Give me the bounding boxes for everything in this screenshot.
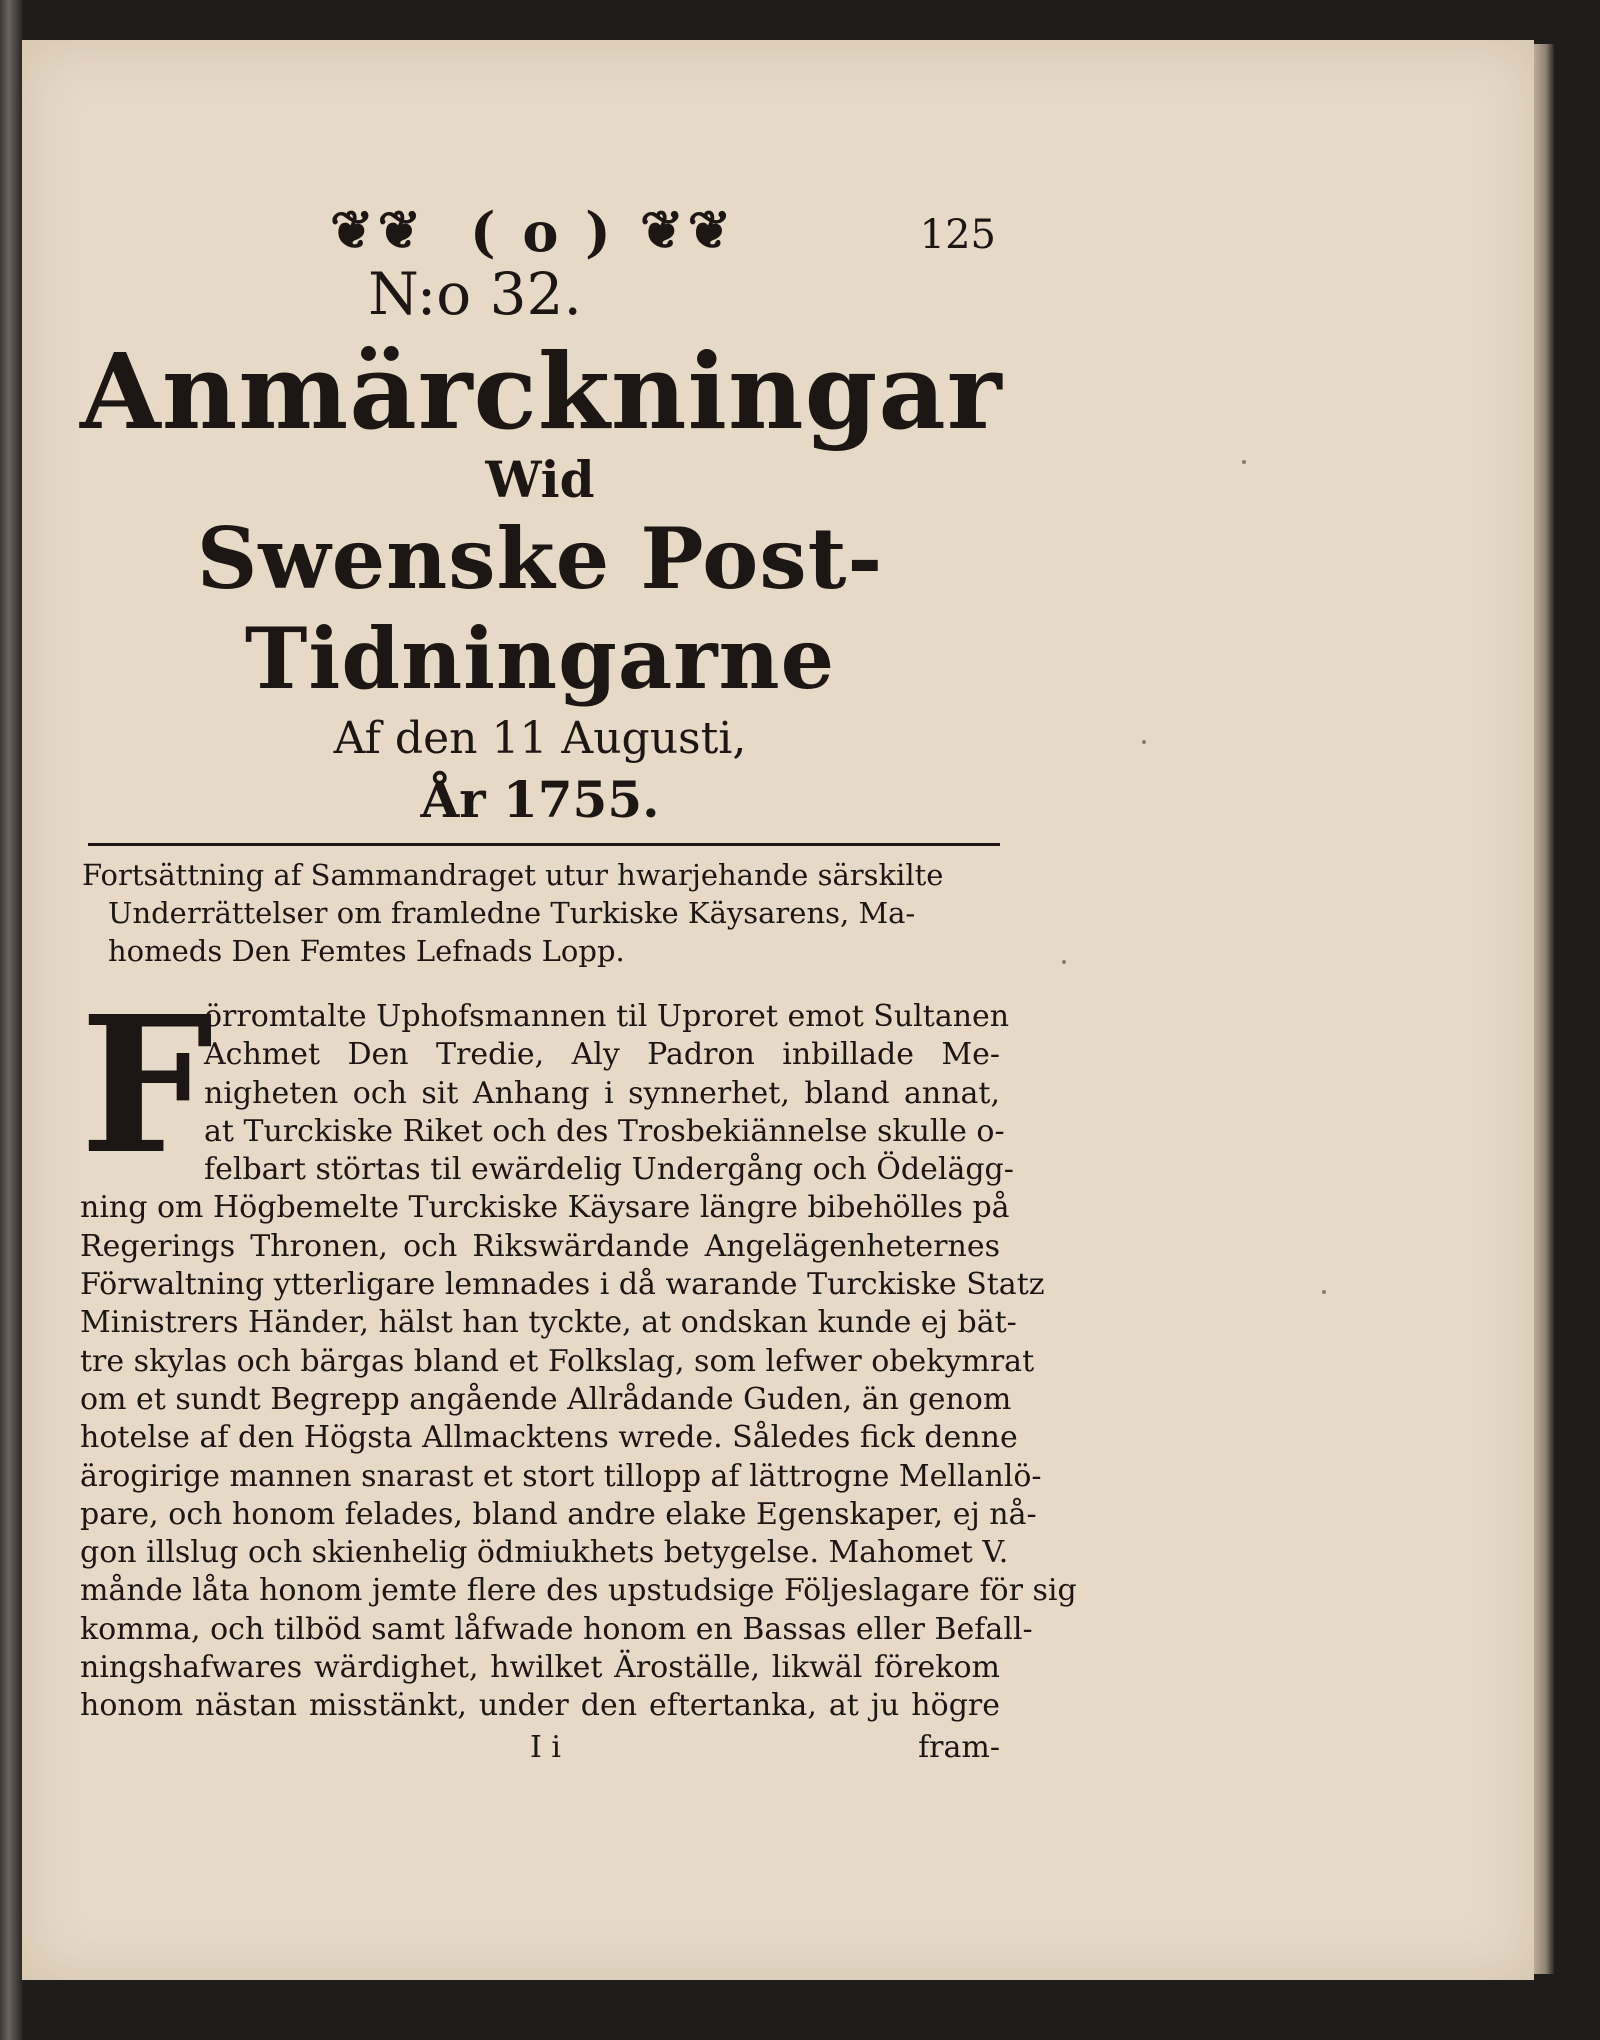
ornament-right-icon: ❦❦ [640,200,736,261]
body-line: ningshafwares wärdighet, hwilket Äroställe, likwäl förekom [80,1650,1000,1686]
sub-title: Swenske Post-Tidningarne [196,509,884,708]
article-summary [80,856,1000,970]
text-column [80,160,1077,1770]
body-line: om et sundt Begrepp angående Allrådande Guden, än genom [80,1381,1012,1417]
paper-speck [1242,460,1246,464]
body-line: at Turckiske Riket och des Trosbekiännelse skulle o- [204,1113,1005,1149]
page [22,40,1534,1980]
signature-mark: I i [530,1729,561,1765]
body-line: komma, och tilböd samt låfwade honom en Bassas eller Befall- [80,1611,1033,1647]
body-line: Förwaltning ytterligare lemnades i då warande Turckiske Statz [80,1267,1045,1303]
body-line: honom nästan misstänkt, under den eftertanka, at ju högre [80,1688,1000,1724]
body-line: Regerings Thronen, och Rikswärdande Angelägenheternes [80,1228,1000,1264]
body-line: pare, och honom felades, bland andre elake Egenskaper, ej nå- [80,1496,1037,1532]
book-binding [0,0,22,2040]
body-line: Ministrers Händer, hälst han tyckte, at ondskan kunde ej bät- [80,1305,1017,1341]
ornament-center: ( o ) [470,200,615,264]
blank-margin [1022,40,1534,1980]
page-edge [1534,44,1554,1974]
body-line: felbart störtas til ewärdelig Undergång och Ödelägg- [204,1152,1014,1188]
issue-number: N:o 32. [368,260,582,328]
page-number: 125 [919,212,996,258]
body-text [80,975,1077,1726]
title-wid: Wid [485,450,595,509]
paper-speck [1142,740,1146,744]
catchword: fram- [918,1729,1000,1765]
footer-row [80,1730,1000,1770]
divider-rule [88,843,1000,846]
folio-row [80,160,1000,264]
body-line: nigheten och sit Anhang i synnerhet, bland annat, [204,1075,1000,1111]
body-line: hotelse af den Högsta Allmacktens wrede. Således fick denne [80,1420,1018,1456]
body-line: Achmet Den Tredie, Aly Padron inbillade Me- [204,1037,1000,1073]
drop-cap: F [80,975,214,1196]
body-line: månde låta honom jemte flere des upstudsige Följeslagare för sig [80,1573,1077,1609]
summary-line: Fortsättning af Sammandraget utur hwarjehande särskilte [82,858,944,892]
body-line: gon illslug och skienhelig ödmiukhets betygelse. Mahomet V. [80,1535,1009,1571]
body-line: ärogirige mannen snarast et stort tillopp af lättrogne Mellanlö- [80,1458,1042,1494]
year-line: År 1755. [420,770,660,829]
main-title: Anmärckningar [80,330,1003,453]
paper-speck [1062,960,1066,964]
body-line: örromtalte Uphofsmannen til Uproret emot Sultanen [204,999,1010,1034]
body-line: tre skylas och bärgas bland et Folkslag, som lefwer obekymrat [80,1343,1035,1379]
date-line: Af den 11 Augusti, [333,713,747,764]
article-body [80,975,1077,1726]
summary-line: Underrättelser om framledne Turkiske Käysarens, Ma- [108,896,916,930]
body-line: ning om Högbemelte Turckiske Käysare längre bibehölles på [80,1190,1010,1226]
summary-line: homeds Den Femtes Lefnads Lopp. [108,934,625,968]
paper-speck [1322,1290,1326,1294]
ornament-left-icon: ❦❦ [330,200,426,261]
